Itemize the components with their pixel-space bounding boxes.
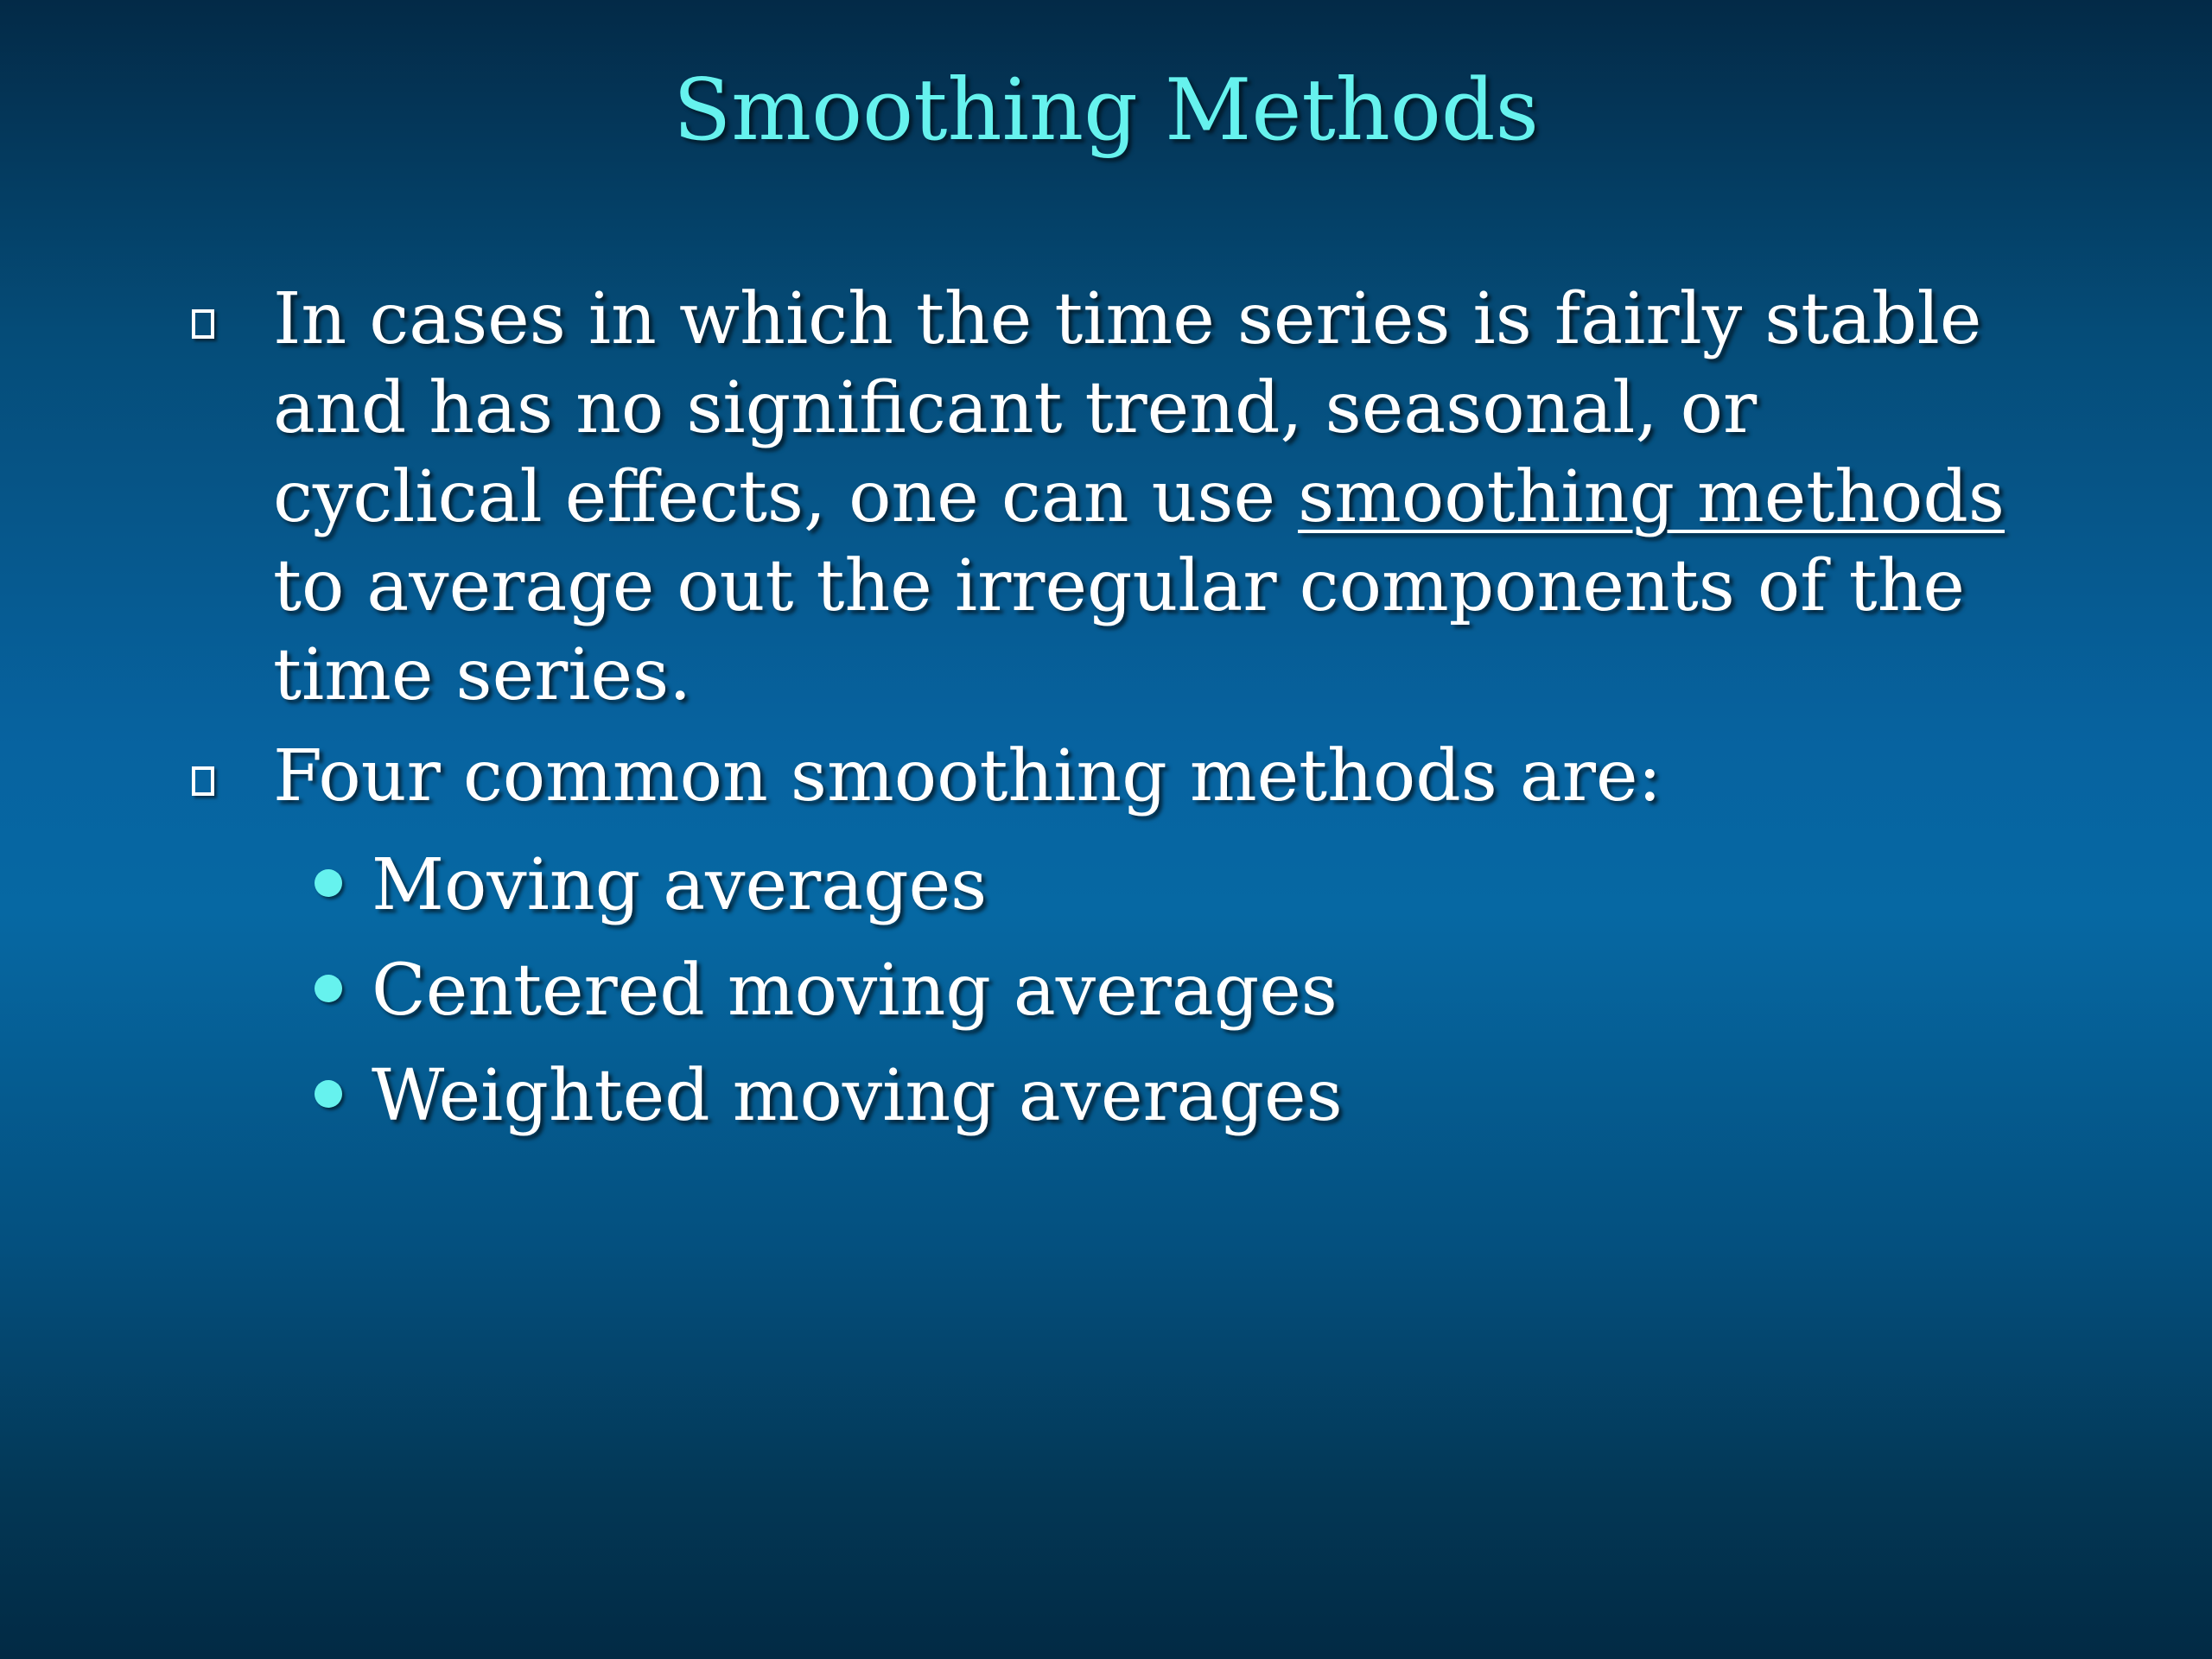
sub-bullet-item <box>192 833 2041 938</box>
sub-bullet-text: Centered moving averages <box>372 950 1338 1032</box>
sub-bullet-text: Weighted moving averages <box>372 1055 1343 1137</box>
bullet-item-1 <box>192 275 2041 720</box>
slide-content <box>192 275 2041 1149</box>
round-bullet-icon <box>315 975 342 1002</box>
square-bullet-icon <box>192 309 214 339</box>
sub-bullet-item <box>192 938 2041 1044</box>
slide-title: Smoothing Methods <box>673 61 1539 160</box>
sub-bullet-item <box>192 1044 2041 1149</box>
bullet-1-text-before: In cases in which the time series is fairly stable and has no significant trend, seasonal, or cyclical effects, one can use <box>273 278 1982 538</box>
round-bullet-icon <box>315 869 342 897</box>
bullet-1-text-after: to average out the irregular components of the time series. <box>273 545 1965 716</box>
round-bullet-icon <box>315 1080 342 1108</box>
bullet-item-2 <box>192 732 2041 821</box>
sub-bullet-text: Moving averages <box>372 844 988 926</box>
bullet-1-underlined-term: smoothing methods <box>1298 456 2005 538</box>
square-bullet-icon <box>192 766 214 796</box>
bullet-2-text: Four common smoothing methods are: <box>273 735 1662 817</box>
sub-bullet-list <box>192 833 2041 1149</box>
